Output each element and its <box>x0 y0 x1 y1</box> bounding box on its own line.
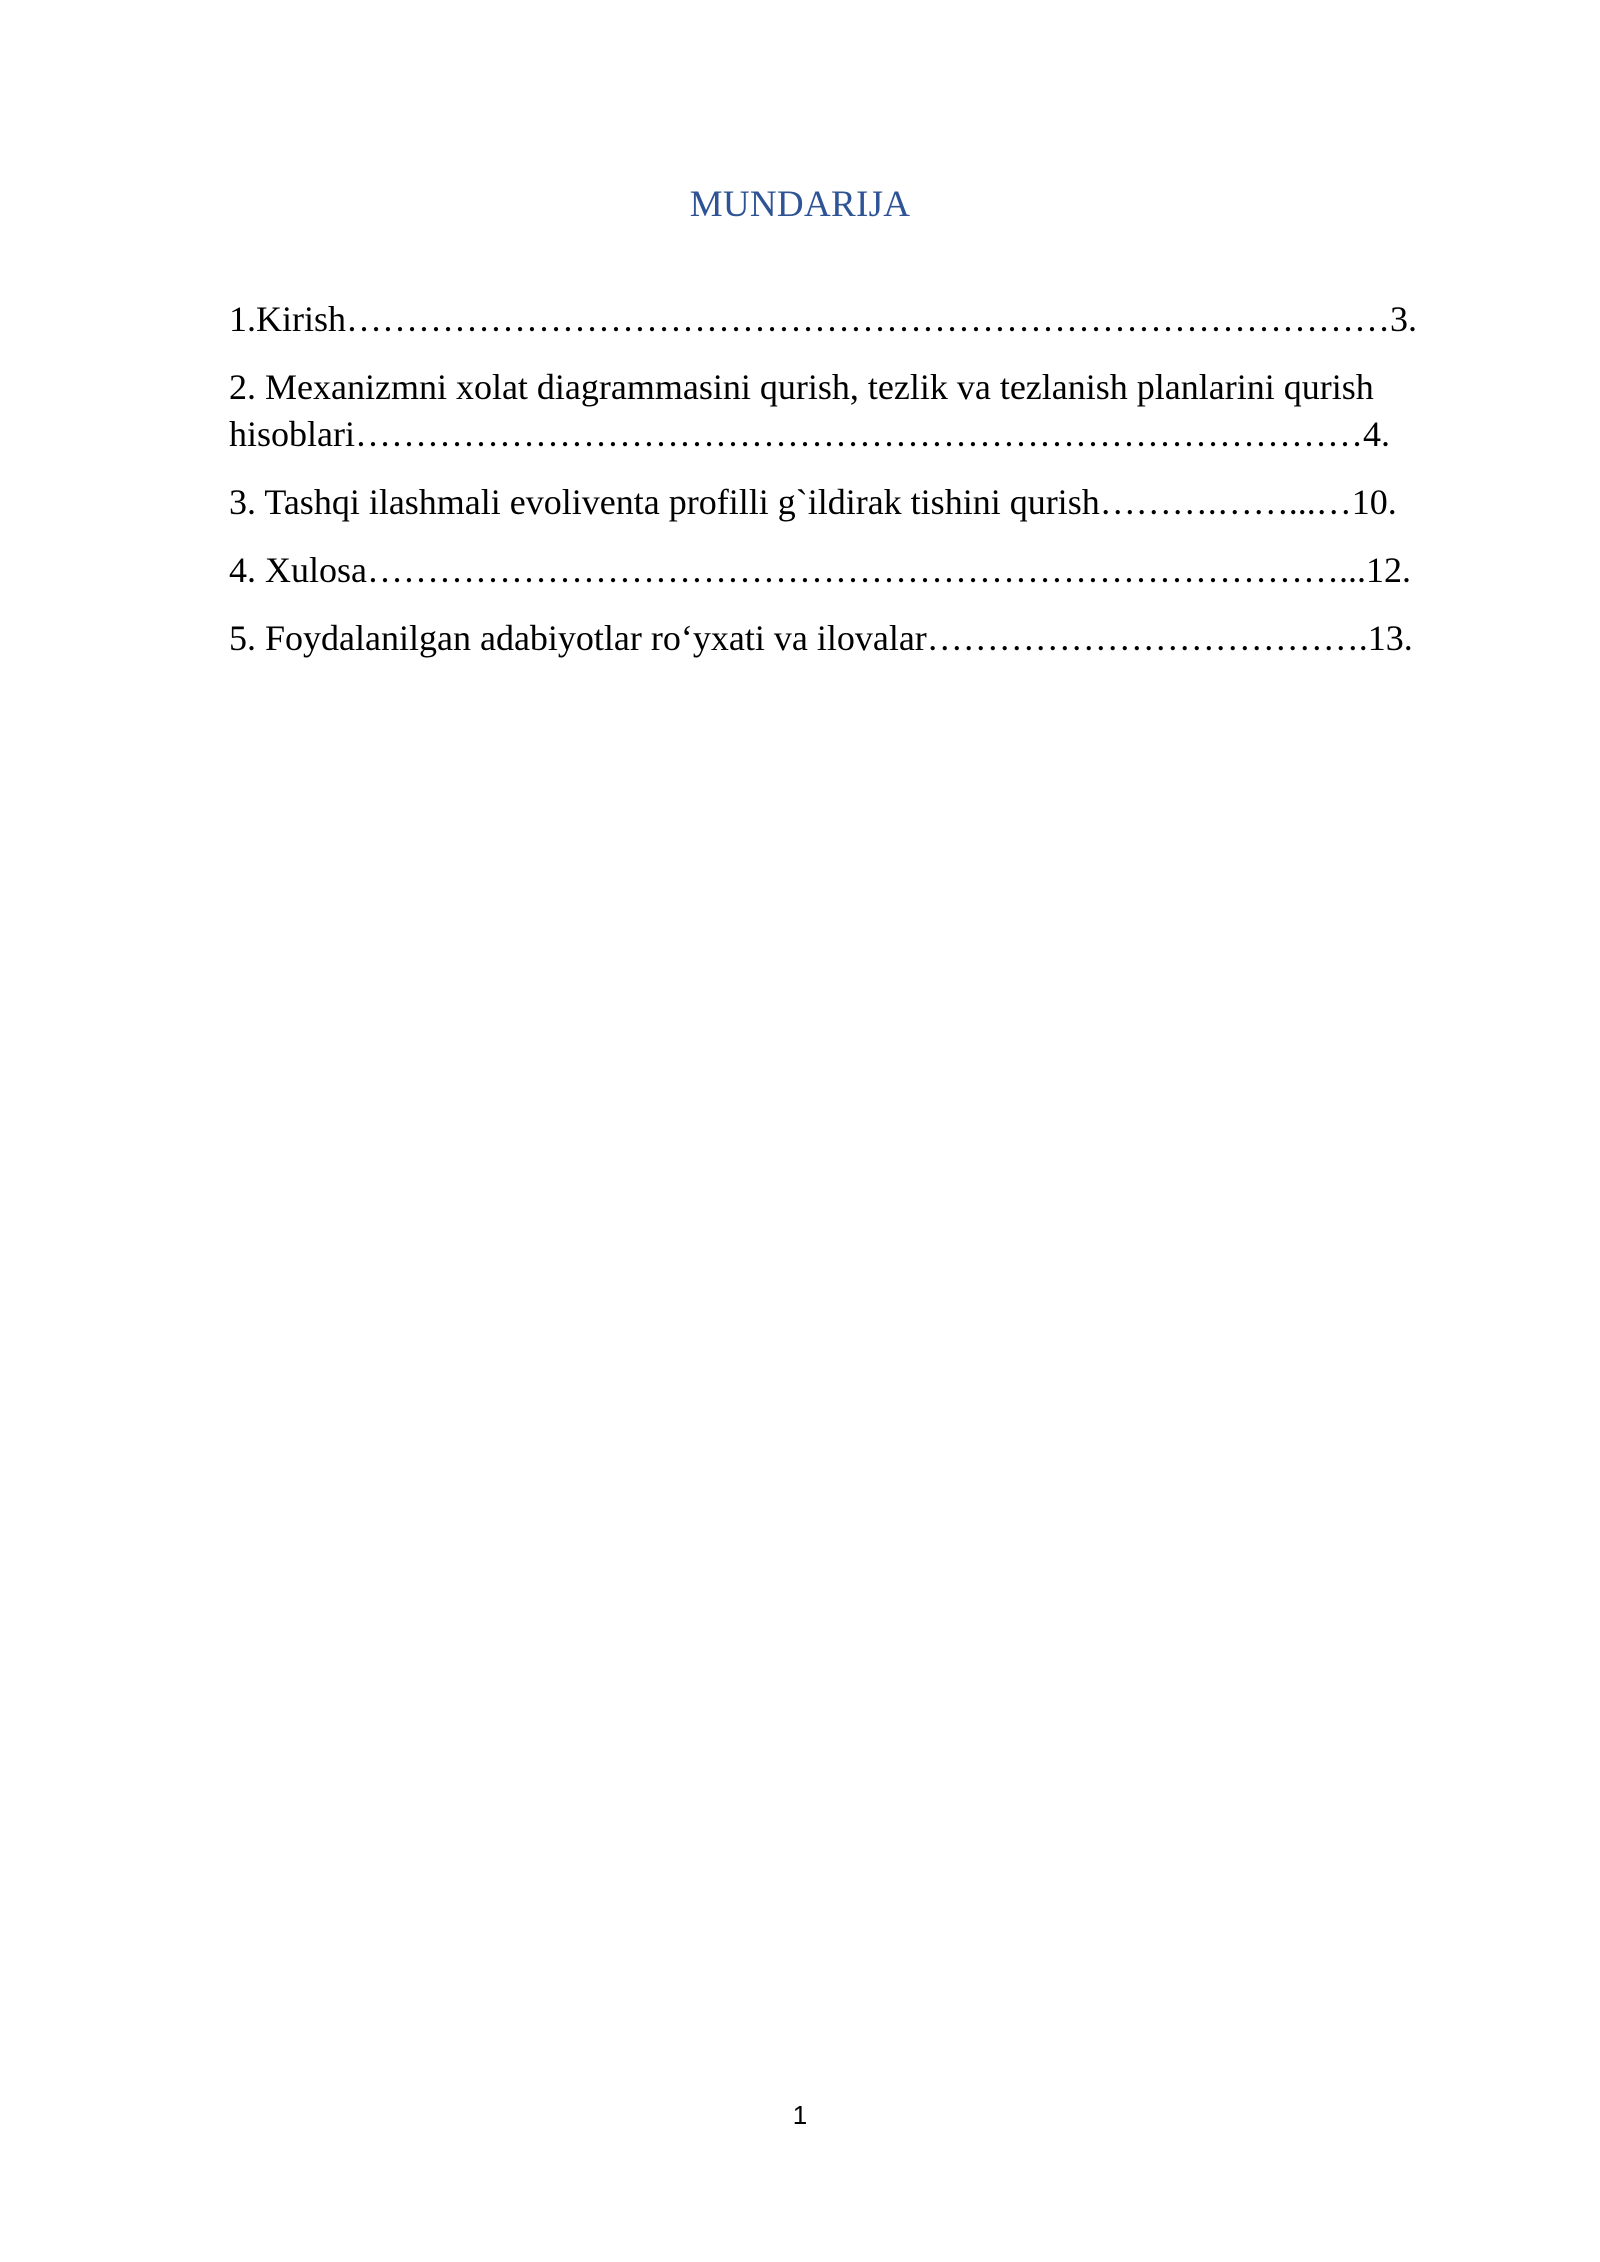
toc-entry-introduction: 1.Kirish……………………………………………………………………………3. <box>229 299 1417 339</box>
toc-entry-line: hisoblari…………………………………………………………………………4. <box>229 414 1390 454</box>
toc-entry-references: 5. Foydalanilgan adabiyotlar ro‘yxati va ilovalar……………………………….13. <box>229 618 1413 658</box>
toc-entry-mechanism-diagram <box>229 364 1479 458</box>
toc-entry-conclusion: 4. Xulosa………………………………………………………………………...12. <box>229 550 1411 590</box>
toc-entry-line: 2. Mexanizmni xolat diagrammasini qurish, tezlik va tezlanish planlarini qurish <box>229 367 1374 407</box>
toc-title: MUNDARIJA <box>689 184 911 225</box>
table-of-contents <box>229 296 1479 662</box>
page-number: 1 <box>792 2100 808 2130</box>
toc-entry-gear-tooth: 3. Tashqi ilashmali evoliventa profilli g`ildirak tishini qurish……….……...…10. <box>229 482 1397 522</box>
